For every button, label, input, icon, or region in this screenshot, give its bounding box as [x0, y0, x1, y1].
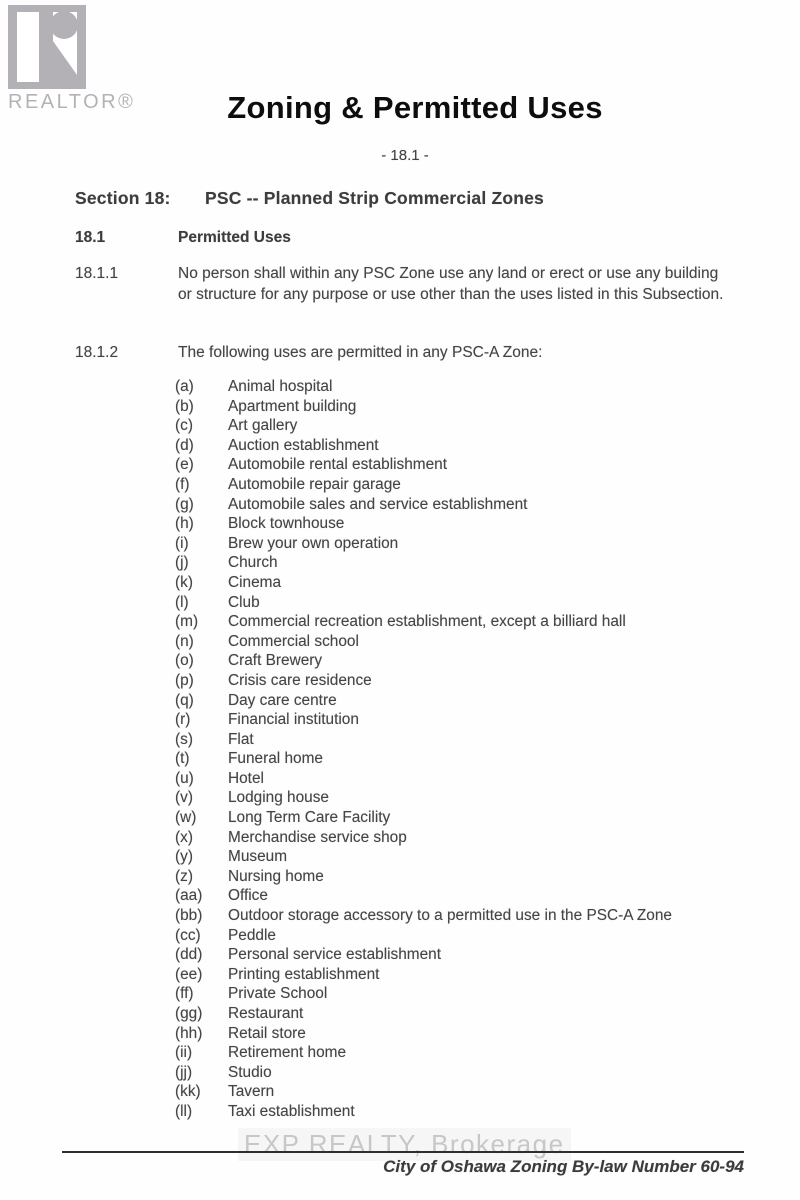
use-item-letter: (ll) — [175, 1102, 193, 1120]
use-item-letter: (u) — [175, 769, 194, 787]
use-item-label: Financial institution — [228, 711, 359, 729]
permitted-use-item — [175, 612, 760, 632]
use-item-letter: (z) — [175, 867, 193, 885]
use-item-label: Church — [228, 554, 278, 572]
permitted-use-item — [175, 691, 760, 711]
use-item-letter: (b) — [175, 397, 194, 415]
permitted-use-item — [175, 788, 760, 808]
use-item-label: Crisis care residence — [228, 671, 372, 689]
use-item-label: Automobile sales and service establishment — [228, 495, 528, 513]
use-item-letter: (gg) — [175, 1005, 203, 1022]
use-item-label: Office — [228, 887, 268, 905]
permitted-use-item — [175, 475, 760, 495]
use-item-label: Block townhouse — [228, 515, 345, 533]
footer-rule — [62, 1151, 744, 1153]
use-item-letter: (hh) — [175, 1024, 203, 1042]
use-item-letter: (kk) — [175, 1083, 201, 1101]
use-item-letter: (i) — [175, 534, 189, 552]
permitted-use-item — [175, 1004, 760, 1024]
clause-row — [75, 263, 744, 305]
use-item-letter: (l) — [175, 593, 189, 611]
use-item-letter: (o) — [175, 652, 194, 670]
use-item-label: Lodging house — [228, 789, 329, 807]
use-item-label: Flat — [228, 730, 254, 748]
use-item-label: Private School — [228, 985, 328, 1003]
permitted-use-item — [175, 867, 760, 887]
use-item-label: Commercial school — [228, 632, 359, 650]
permitted-use-item — [175, 1043, 760, 1063]
use-item-letter: (ee) — [175, 965, 203, 983]
use-item-letter: (e) — [175, 456, 194, 474]
permitted-use-item — [175, 593, 760, 613]
use-item-label: Apartment building — [228, 397, 357, 415]
subsection-title: Permitted Uses — [178, 229, 291, 246]
use-item-letter: (c) — [175, 417, 193, 435]
permitted-use-item — [175, 1063, 760, 1083]
page-number: - 18.1 - — [381, 147, 429, 164]
permitted-use-item — [175, 828, 760, 848]
subsection-heading — [75, 227, 744, 248]
use-item-letter: (j) — [175, 554, 189, 572]
use-item-letter: (bb) — [175, 907, 203, 925]
use-item-label: Studio — [228, 1063, 272, 1081]
permitted-use-item — [175, 1082, 760, 1102]
use-item-label: Funeral home — [228, 750, 323, 768]
use-item-label: Auction establishment — [228, 436, 379, 454]
use-item-label: Long Term Care Facility — [228, 809, 391, 827]
use-item-letter: (ff) — [175, 985, 194, 1003]
use-item-label: Commercial recreation establishment, except a billiard hall — [228, 613, 626, 631]
use-item-label: Restaurant — [228, 1005, 304, 1022]
use-item-letter: (g) — [175, 495, 194, 513]
permitted-use-item — [175, 984, 760, 1004]
bylaw-citation: City of Oshawa Zoning By-law Number 60-94 — [383, 1157, 744, 1176]
permitted-use-item — [175, 769, 760, 789]
use-item-label: Taxi establishment — [228, 1102, 355, 1120]
use-item-label: Printing establishment — [228, 965, 380, 983]
brokerage-watermark: EXP REALTY, Brokerage — [238, 1128, 571, 1161]
permitted-use-item — [175, 710, 760, 730]
use-item-letter: (jj) — [175, 1063, 193, 1081]
permitted-use-item — [175, 808, 760, 828]
use-item-letter: (a) — [175, 378, 194, 395]
permitted-use-item — [175, 632, 760, 652]
permitted-use-item — [175, 495, 760, 515]
use-item-letter: (r) — [175, 711, 191, 729]
use-item-letter: (q) — [175, 691, 194, 709]
use-item-label: Automobile repair garage — [228, 475, 401, 493]
use-item-label: Tavern — [228, 1083, 275, 1101]
permitted-use-item — [175, 455, 760, 475]
clause-number: 18.1.2 — [75, 344, 119, 361]
permitted-use-item — [175, 651, 760, 671]
page-title: Zoning & Permitted Uses — [227, 90, 603, 125]
permitted-use-item — [175, 906, 760, 926]
permitted-use-item — [175, 1102, 760, 1122]
clause-text: The following uses are permitted in any PSC-A Zone: — [178, 344, 543, 361]
permitted-use-item — [175, 436, 760, 456]
permitted-use-item — [175, 926, 760, 946]
permitted-uses-list — [75, 377, 760, 1122]
use-item-letter: (n) — [175, 632, 194, 650]
use-item-label: Personal service establishment — [228, 946, 442, 964]
use-item-label: Peddle — [228, 926, 276, 944]
realtor-logo-text: REALTOR® — [8, 91, 136, 113]
use-item-label: Hotel — [228, 769, 264, 787]
use-item-label: Art gallery — [228, 417, 298, 435]
use-item-label: Museum — [228, 848, 288, 866]
section-title: PSC -- Planned Strip Commercial Zones — [205, 188, 544, 208]
use-item-label: Retail store — [228, 1024, 306, 1042]
use-item-label: Day care centre — [228, 691, 337, 709]
permitted-use-item — [175, 730, 760, 750]
use-item-label: Club — [228, 593, 260, 611]
clause-text: No person shall within any PSC Zone use any land or erect or use any building or structure for any purpose or use other than the uses listed in this Subsection. — [178, 265, 724, 303]
permitted-use-item — [175, 945, 760, 965]
use-item-letter: (w) — [175, 809, 197, 827]
use-item-letter: (t) — [175, 750, 190, 768]
permitted-use-item — [175, 847, 760, 867]
use-item-letter: (m) — [175, 613, 199, 631]
permitted-use-item — [175, 749, 760, 769]
permitted-use-item — [175, 534, 760, 554]
permitted-use-item — [175, 514, 760, 534]
use-item-letter: (ii) — [175, 1044, 193, 1062]
use-item-label: Outdoor storage accessory to a permitted use in the PSC-A Zone — [228, 907, 672, 925]
realtor-block-r-icon — [8, 5, 118, 89]
use-item-label: Brew your own operation — [228, 534, 399, 552]
use-item-letter: (k) — [175, 573, 193, 591]
permitted-use-item — [175, 671, 760, 691]
clause-number: 18.1.1 — [75, 265, 119, 282]
use-item-letter: (x) — [175, 828, 193, 846]
use-item-letter: (y) — [175, 848, 193, 866]
permitted-use-item — [175, 377, 760, 397]
use-item-label: Animal hospital — [228, 378, 333, 395]
permitted-use-item — [175, 886, 760, 906]
use-item-letter: (dd) — [175, 946, 203, 964]
section-heading — [75, 188, 744, 209]
use-item-letter: (h) — [175, 515, 194, 533]
permitted-use-item — [175, 965, 760, 985]
use-item-label: Retirement home — [228, 1044, 347, 1062]
permitted-use-item — [175, 416, 760, 436]
permitted-use-item — [175, 1024, 760, 1044]
permitted-use-item — [175, 553, 760, 573]
use-item-label: Cinema — [228, 573, 282, 591]
permitted-use-item — [175, 573, 760, 593]
use-item-letter: (s) — [175, 730, 193, 748]
use-item-letter: (p) — [175, 671, 194, 689]
use-item-label: Merchandise service shop — [228, 828, 407, 846]
use-item-letter: (aa) — [175, 887, 203, 905]
use-item-letter: (cc) — [175, 926, 201, 944]
use-item-label: Nursing home — [228, 867, 324, 885]
section-label: Section 18: — [75, 188, 171, 208]
use-item-label: Craft Brewery — [228, 652, 323, 670]
clause-row — [75, 342, 744, 363]
subsection-number: 18.1 — [75, 229, 106, 246]
use-item-label: Automobile rental establishment — [228, 456, 448, 474]
permitted-use-item — [175, 397, 760, 417]
use-item-letter: (f) — [175, 475, 190, 493]
use-item-letter: (d) — [175, 436, 194, 454]
use-item-letter: (v) — [175, 789, 193, 807]
